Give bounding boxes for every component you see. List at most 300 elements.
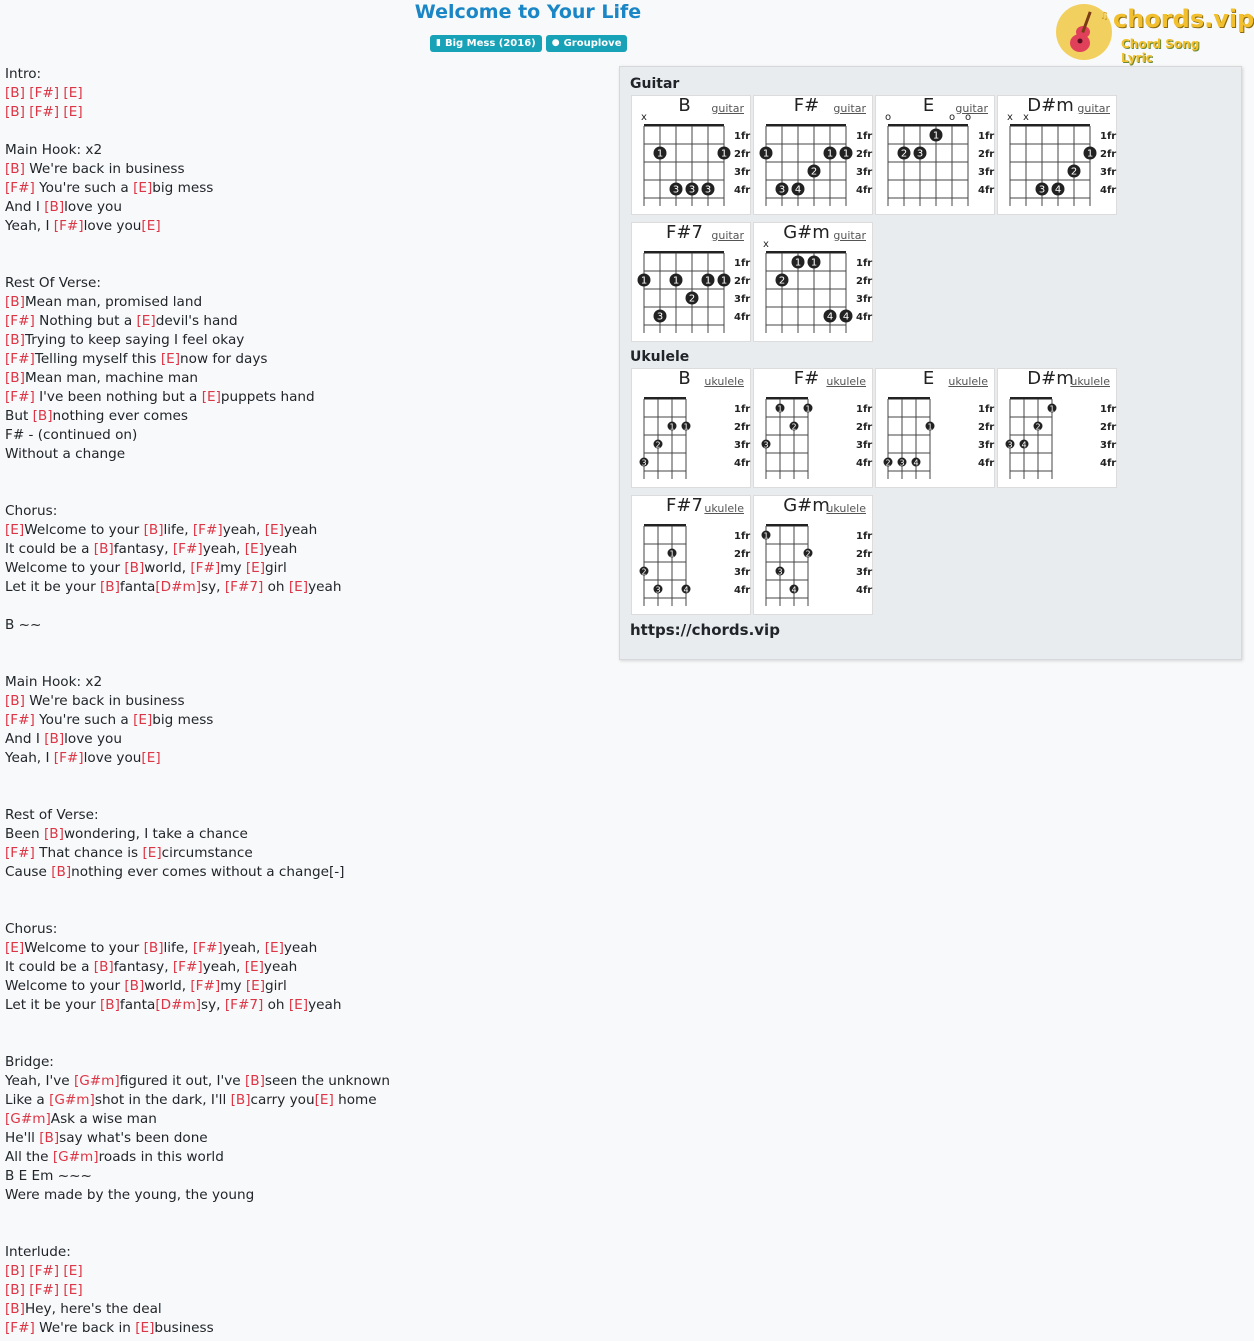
lyric-text: yeah bbox=[283, 522, 318, 538]
finger-number: 1 bbox=[826, 148, 834, 160]
chord-marker[interactable]: [D#m] bbox=[155, 997, 202, 1013]
lyric-line bbox=[5, 597, 605, 616]
instrument-link[interactable]: guitar bbox=[833, 102, 866, 115]
finger-number: 3 bbox=[777, 567, 783, 577]
lyric-text: We're back in business bbox=[24, 693, 185, 709]
chord-marker[interactable]: [E] bbox=[142, 845, 162, 861]
site-url[interactable]: https://chords.vip bbox=[630, 621, 780, 639]
finger-number: 3 bbox=[672, 184, 680, 196]
chord-marker[interactable]: [B] bbox=[124, 560, 145, 576]
guitar-chord-fsharp[interactable] bbox=[753, 95, 873, 215]
finger-dot bbox=[840, 310, 853, 323]
logo-brand: chords.vip bbox=[1113, 5, 1254, 33]
chord-marker[interactable]: [G#m] bbox=[52, 1149, 99, 1165]
fret-label: 2fr bbox=[734, 422, 751, 433]
fret-label: 3fr bbox=[856, 294, 873, 305]
finger-dot bbox=[686, 183, 699, 196]
lyric-text: And I bbox=[5, 199, 45, 215]
lyric-text: B E Em ~~~ bbox=[5, 1168, 92, 1184]
finger-dot bbox=[792, 183, 805, 196]
finger-number: 3 bbox=[656, 311, 664, 323]
lyric-text: It could be a bbox=[5, 959, 94, 975]
muted-string-mark: x bbox=[1007, 112, 1013, 123]
chord-marker[interactable]: [F#] bbox=[5, 180, 35, 196]
lyric-line bbox=[5, 103, 605, 122]
lyric-line bbox=[5, 749, 605, 768]
fret-label: 3fr bbox=[734, 294, 751, 305]
lyric-line bbox=[5, 882, 605, 901]
fret-label: 1fr bbox=[856, 531, 873, 542]
artist-badge[interactable] bbox=[546, 35, 628, 52]
lyric-text: sy, bbox=[201, 579, 225, 595]
chord-marker[interactable]: [B] bbox=[93, 959, 114, 975]
fret-label: 3fr bbox=[856, 567, 873, 578]
finger-dot bbox=[670, 183, 683, 196]
chord-marker[interactable]: [F#] bbox=[192, 940, 223, 956]
finger-number: 3 bbox=[688, 184, 696, 196]
fret-label: 2fr bbox=[734, 549, 751, 560]
fret-label: 1fr bbox=[856, 404, 873, 415]
chord-marker[interactable]: [B] bbox=[5, 1263, 25, 1279]
chord-marker[interactable]: [B] bbox=[124, 978, 145, 994]
lyric-text: Let it be your bbox=[5, 997, 100, 1013]
chord-marker[interactable]: [E] bbox=[141, 750, 161, 766]
guitar-chord-gsharpm[interactable] bbox=[753, 222, 873, 342]
finger-number: 3 bbox=[641, 458, 647, 468]
lyric-line bbox=[5, 179, 605, 198]
lyric-text: yeah bbox=[263, 541, 298, 557]
finger-dot bbox=[792, 256, 805, 269]
finger-number: 1 bbox=[669, 549, 675, 559]
finger-dot bbox=[804, 549, 813, 559]
lyric-line bbox=[5, 578, 605, 597]
fret-label: 4fr bbox=[1100, 185, 1117, 196]
chord-marker[interactable]: [B] bbox=[5, 294, 25, 310]
instrument-link[interactable]: guitar bbox=[955, 102, 988, 115]
instrument-link[interactable]: ukulele bbox=[704, 375, 744, 388]
chord-marker[interactable]: [E] bbox=[133, 712, 153, 728]
finger-number: 1 bbox=[762, 148, 770, 160]
instrument-link[interactable]: guitar bbox=[1077, 102, 1110, 115]
chord-marker[interactable]: [F#] bbox=[5, 351, 35, 367]
ukulele-chord-gsharpm[interactable] bbox=[753, 495, 873, 615]
lyric-line bbox=[5, 521, 605, 540]
chord-marker[interactable]: [E] bbox=[264, 940, 284, 956]
instrument-link[interactable]: ukulele bbox=[1070, 375, 1110, 388]
lyric-line bbox=[5, 768, 605, 787]
chord-marker[interactable]: [B] bbox=[44, 731, 65, 747]
chord-marker[interactable]: [B] bbox=[5, 693, 25, 709]
lyric-line bbox=[5, 217, 605, 236]
lyric-line bbox=[5, 122, 605, 141]
fret-label: 4fr bbox=[734, 458, 751, 469]
finger-dot bbox=[790, 422, 799, 432]
finger-number: 4 bbox=[794, 184, 802, 196]
chord-marker[interactable]: [E] bbox=[135, 1320, 155, 1336]
chord-name: E bbox=[922, 368, 935, 389]
lyric-text: Main Hook: x2 bbox=[5, 674, 103, 690]
chord-name: F# bbox=[793, 95, 820, 116]
lyric-line bbox=[5, 1186, 605, 1205]
instrument-link[interactable]: guitar bbox=[711, 102, 744, 115]
fret-label: 4fr bbox=[856, 585, 873, 596]
lyric-text: love you bbox=[64, 731, 122, 747]
finger-dot bbox=[824, 310, 837, 323]
lyric-line bbox=[5, 787, 605, 806]
chord-name: E bbox=[922, 95, 935, 116]
lyric-text: oh bbox=[263, 997, 289, 1013]
chord-marker[interactable]: [F#] bbox=[172, 541, 203, 557]
guitar-chord-dsharpm[interactable] bbox=[997, 95, 1117, 215]
chord-marker[interactable]: [B] bbox=[230, 1092, 251, 1108]
finger-dot bbox=[640, 567, 649, 577]
chord-marker[interactable]: [B] bbox=[5, 85, 25, 101]
lyric-line bbox=[5, 844, 605, 863]
chord-marker[interactable]: [E] bbox=[288, 579, 309, 595]
finger-dot bbox=[1084, 147, 1097, 160]
finger-number: 1 bbox=[704, 275, 712, 287]
lyric-text: Rest of Verse: bbox=[5, 807, 99, 823]
fret-label: 1fr bbox=[978, 131, 995, 142]
chord-marker[interactable]: [E] bbox=[244, 541, 264, 557]
chord-marker[interactable]: [F#] bbox=[172, 959, 203, 975]
lyric-line bbox=[5, 1243, 605, 1262]
guitar-chord-fsharp7[interactable] bbox=[631, 222, 751, 342]
instrument-link[interactable]: guitar bbox=[711, 229, 744, 242]
instrument-link[interactable]: ukulele bbox=[826, 502, 866, 515]
fret-label: 3fr bbox=[856, 440, 873, 451]
chord-marker[interactable]: [G#m] bbox=[5, 1111, 51, 1127]
finger-number: 1 bbox=[794, 257, 802, 269]
ukulele-chord-fsharp[interactable] bbox=[753, 368, 873, 488]
book-icon: ▮ bbox=[436, 38, 441, 48]
ukulele-chord-e[interactable] bbox=[875, 368, 995, 488]
lyric-line bbox=[5, 236, 605, 255]
lyric-text: Welcome to your bbox=[24, 940, 144, 956]
finger-dot bbox=[776, 404, 785, 414]
guitar-chord-e[interactable] bbox=[875, 95, 995, 215]
lyric-text: Let it be your bbox=[5, 579, 100, 595]
lyric-line bbox=[5, 426, 605, 445]
chord-marker[interactable]: [F#] bbox=[53, 218, 84, 234]
lyric-line bbox=[5, 692, 605, 711]
lyric-text: sy, bbox=[201, 997, 225, 1013]
lyric-text: Main Hook: x2 bbox=[5, 142, 103, 158]
finger-number: 4 bbox=[1054, 184, 1062, 196]
chord-marker[interactable]: [F#] bbox=[5, 313, 35, 329]
chord-marker[interactable]: [B] bbox=[44, 199, 65, 215]
chord-marker[interactable]: [F#] bbox=[192, 522, 223, 538]
lyric-text: F# - (continued on) bbox=[5, 427, 138, 443]
finger-number: 1 bbox=[810, 257, 818, 269]
lyric-line bbox=[5, 730, 605, 749]
lyric-text: But bbox=[5, 408, 33, 424]
lyric-text: roads in this world bbox=[98, 1149, 224, 1165]
chord-marker[interactable]: [F#] bbox=[5, 389, 35, 405]
finger-number: 3 bbox=[655, 585, 661, 595]
lyric-text: yeah bbox=[308, 997, 342, 1013]
lyric-text: We're back in bbox=[34, 1320, 136, 1336]
chord-marker[interactable]: [E] bbox=[314, 1092, 334, 1108]
finger-dot bbox=[668, 422, 677, 432]
chord-marker[interactable]: [B] bbox=[99, 579, 120, 595]
finger-number: 4 bbox=[683, 585, 689, 595]
lyric-line bbox=[5, 1110, 605, 1129]
finger-number: 2 bbox=[655, 440, 661, 450]
chord-name: B bbox=[678, 368, 691, 389]
chord-marker[interactable]: [B] bbox=[93, 541, 114, 557]
fret-label: 1fr bbox=[978, 404, 995, 415]
finger-dot bbox=[776, 183, 789, 196]
lyric-text: nothing ever comes without a change[-] bbox=[71, 864, 345, 880]
chord-marker[interactable]: [E] bbox=[264, 522, 284, 538]
fret-label: 4fr bbox=[856, 185, 873, 196]
chord-marker[interactable]: [F#7] bbox=[224, 997, 264, 1013]
lyric-line bbox=[5, 1224, 605, 1243]
chord-marker[interactable]: [F#] bbox=[29, 104, 60, 120]
chord-marker[interactable]: [B] bbox=[5, 370, 25, 386]
lyric-text: love you bbox=[64, 199, 122, 215]
finger-dot bbox=[1048, 404, 1057, 414]
finger-number: 2 bbox=[885, 458, 891, 468]
finger-dot bbox=[776, 274, 789, 287]
lyric-line bbox=[5, 65, 605, 84]
lyric-text: He'll bbox=[5, 1130, 40, 1146]
chord-name: F# bbox=[793, 368, 820, 389]
chord-marker[interactable]: [E] bbox=[63, 1282, 83, 1298]
finger-dot bbox=[640, 458, 649, 468]
chord-marker[interactable]: [E] bbox=[244, 959, 264, 975]
fret-label: 1fr bbox=[734, 258, 751, 269]
lyric-text: yeah bbox=[308, 579, 342, 595]
chord-marker[interactable]: [B] bbox=[51, 864, 72, 880]
lyric-text: It could be a bbox=[5, 541, 94, 557]
chord-marker[interactable]: [B] bbox=[5, 104, 25, 120]
lyric-text: Cause bbox=[5, 864, 52, 880]
album-badge[interactable] bbox=[430, 35, 542, 52]
ukulele-section-title: Ukulele bbox=[630, 349, 690, 365]
lyric-line bbox=[5, 293, 605, 312]
finger-dot bbox=[686, 292, 699, 305]
lyric-line bbox=[5, 464, 605, 483]
instrument-link[interactable]: ukulele bbox=[826, 375, 866, 388]
chord-marker[interactable]: [E] bbox=[245, 978, 266, 994]
lyric-line bbox=[5, 388, 605, 407]
lyric-text: Ask a wise man bbox=[50, 1111, 157, 1127]
lyric-text: big mess bbox=[152, 712, 214, 728]
chord-marker[interactable]: [E] bbox=[5, 522, 25, 538]
chord-marker[interactable]: [E] bbox=[63, 85, 83, 101]
fret-label: 4fr bbox=[734, 312, 751, 323]
lyric-line bbox=[5, 312, 605, 331]
chord-marker[interactable]: [E] bbox=[160, 351, 181, 367]
chord-marker[interactable]: [E] bbox=[136, 313, 156, 329]
lyric-text: You're such a bbox=[34, 180, 134, 196]
chord-marker[interactable]: [E] bbox=[288, 997, 309, 1013]
finger-number: 2 bbox=[791, 422, 797, 432]
chord-marker[interactable]: [E] bbox=[245, 560, 266, 576]
chord-marker[interactable]: [F#] bbox=[190, 560, 221, 576]
chord-marker[interactable]: [E] bbox=[141, 218, 161, 234]
chord-marker[interactable]: [G#m] bbox=[49, 1092, 95, 1108]
chord-marker[interactable]: [F#] bbox=[5, 1320, 35, 1336]
chord-marker[interactable]: [F#] bbox=[190, 978, 221, 994]
song-title: Welcome to Your Life bbox=[414, 1, 642, 23]
site-logo[interactable] bbox=[1055, 3, 1254, 65]
finger-dot bbox=[654, 585, 663, 595]
chord-marker[interactable]: [F#] bbox=[5, 712, 35, 728]
finger-number: 2 bbox=[805, 549, 811, 559]
lyric-text: Yeah, I've bbox=[5, 1073, 74, 1089]
lyric-text: Like a bbox=[5, 1092, 50, 1108]
chord-marker[interactable]: [B] bbox=[143, 522, 164, 538]
finger-number: 2 bbox=[1035, 422, 1041, 432]
lyric-line bbox=[5, 825, 605, 844]
lyric-text: yeah, bbox=[202, 959, 245, 975]
fret-label: 1fr bbox=[856, 258, 873, 269]
chord-marker[interactable]: [B] bbox=[44, 826, 64, 842]
lyric-line bbox=[5, 616, 605, 635]
chord-marker[interactable]: [F#] bbox=[29, 1282, 60, 1298]
instrument-link[interactable]: guitar bbox=[833, 229, 866, 242]
chord-marker[interactable]: [F#] bbox=[5, 845, 35, 861]
finger-number: 4 bbox=[842, 311, 850, 323]
lyric-text: say what's been done bbox=[59, 1130, 208, 1146]
lyric-line bbox=[5, 445, 605, 464]
finger-dot bbox=[1006, 440, 1015, 450]
finger-number: 4 bbox=[791, 585, 797, 595]
finger-dot bbox=[776, 567, 785, 577]
fret-label: 3fr bbox=[734, 567, 751, 578]
lyric-line bbox=[5, 1167, 605, 1186]
lyric-text: Rest Of Verse: bbox=[5, 275, 101, 291]
finger-dot bbox=[718, 147, 731, 160]
finger-dot bbox=[654, 440, 663, 450]
lyric-text: Telling myself this bbox=[34, 351, 161, 367]
lyric-line bbox=[5, 540, 605, 559]
chord-marker[interactable]: [F#] bbox=[29, 85, 60, 101]
chord-marker[interactable]: [B] bbox=[32, 408, 53, 424]
lyric-text: girl bbox=[265, 560, 287, 576]
chord-marker[interactable]: [G#m] bbox=[73, 1073, 120, 1089]
lyric-line bbox=[5, 274, 605, 293]
chord-marker[interactable]: [F#] bbox=[29, 1263, 60, 1279]
finger-number: 1 bbox=[842, 148, 850, 160]
finger-dot bbox=[930, 129, 943, 142]
lyric-text: figured it out, I've bbox=[119, 1073, 245, 1089]
fret-label: 4fr bbox=[978, 185, 995, 196]
finger-dot bbox=[702, 274, 715, 287]
lyric-line bbox=[5, 1319, 605, 1338]
finger-dot bbox=[670, 274, 683, 287]
lyric-text: yeah bbox=[263, 959, 298, 975]
fret-label: 3fr bbox=[734, 440, 751, 451]
lyric-text: now for days bbox=[180, 351, 268, 367]
fret-label: 2fr bbox=[856, 549, 873, 560]
chord-marker[interactable]: [E] bbox=[63, 104, 83, 120]
lyric-line bbox=[5, 920, 605, 939]
chord-marker[interactable]: [E] bbox=[63, 1263, 83, 1279]
lyric-line bbox=[5, 198, 605, 217]
finger-number: 3 bbox=[899, 458, 905, 468]
user-icon: ● bbox=[551, 38, 560, 48]
guitar-chord-b[interactable] bbox=[631, 95, 751, 215]
ukulele-chord-b[interactable] bbox=[631, 368, 751, 488]
chord-marker[interactable]: [B] bbox=[39, 1130, 60, 1146]
chord-marker[interactable]: [E] bbox=[133, 180, 153, 196]
finger-dot bbox=[668, 549, 677, 559]
lyric-line bbox=[5, 502, 605, 521]
lyric-text: girl bbox=[265, 978, 287, 994]
instrument-link[interactable]: ukulele bbox=[948, 375, 988, 388]
finger-dot bbox=[898, 147, 911, 160]
finger-number: 2 bbox=[688, 293, 696, 305]
fret-label: 2fr bbox=[1100, 149, 1117, 160]
finger-dot bbox=[682, 585, 691, 595]
lyric-text: fantasy, bbox=[113, 541, 173, 557]
chord-marker[interactable]: [B] bbox=[5, 1282, 25, 1298]
ukulele-chord-fsharp7[interactable] bbox=[631, 495, 751, 615]
lyric-line bbox=[5, 559, 605, 578]
lyric-text: Yeah, I bbox=[5, 218, 54, 234]
chord-marker[interactable]: [B] bbox=[244, 1073, 265, 1089]
lyric-text: business bbox=[154, 1320, 214, 1336]
finger-number: 2 bbox=[778, 275, 786, 287]
chord-marker[interactable]: [B] bbox=[5, 161, 25, 177]
finger-number: 1 bbox=[932, 130, 940, 142]
fret-label: 3fr bbox=[734, 167, 751, 178]
chord-marker[interactable]: [F#] bbox=[53, 750, 84, 766]
finger-dot bbox=[804, 404, 813, 414]
chord-marker[interactable]: [F#7] bbox=[224, 579, 264, 595]
fret-label: 1fr bbox=[734, 531, 751, 542]
lyric-text: We're back in business bbox=[24, 161, 185, 177]
finger-number: 1 bbox=[669, 422, 675, 432]
chord-name: B bbox=[678, 95, 691, 116]
chord-marker[interactable]: [B] bbox=[143, 940, 164, 956]
finger-number: 2 bbox=[810, 166, 818, 178]
finger-dot bbox=[840, 147, 853, 160]
muted-string-mark: x bbox=[641, 112, 647, 123]
lyric-text: Yeah, I bbox=[5, 750, 54, 766]
chord-marker[interactable]: [E] bbox=[5, 940, 25, 956]
lyric-line bbox=[5, 1091, 605, 1110]
lyric-text: Chorus: bbox=[5, 921, 58, 937]
fret-label: 2fr bbox=[856, 149, 873, 160]
lyric-line bbox=[5, 369, 605, 388]
logo-tagline: Chord Song Lyric bbox=[1121, 37, 1200, 65]
instrument-link[interactable]: ukulele bbox=[704, 502, 744, 515]
chord-marker[interactable]: [B] bbox=[5, 332, 25, 348]
lyric-text: Intro: bbox=[5, 66, 42, 82]
finger-number: 3 bbox=[1007, 440, 1013, 450]
ukulele-chord-dsharpm[interactable] bbox=[997, 368, 1117, 488]
chord-marker[interactable]: [E] bbox=[201, 389, 221, 405]
finger-number: 1 bbox=[720, 275, 728, 287]
chord-marker[interactable]: [B] bbox=[99, 997, 120, 1013]
lyric-line bbox=[5, 1281, 605, 1300]
lyric-text: Were made by the young, the young bbox=[5, 1187, 255, 1203]
lyric-text: my bbox=[220, 560, 246, 576]
fret-label: 1fr bbox=[856, 131, 873, 142]
lyric-text: life, bbox=[163, 522, 193, 538]
chord-marker[interactable]: [B] bbox=[5, 1301, 25, 1317]
lyric-line bbox=[5, 1072, 605, 1091]
chord-marker[interactable]: [D#m] bbox=[155, 579, 202, 595]
lyric-text: Welcome to your bbox=[5, 560, 125, 576]
lyric-text: circumstance bbox=[161, 845, 253, 861]
finger-number: 1 bbox=[1086, 148, 1094, 160]
